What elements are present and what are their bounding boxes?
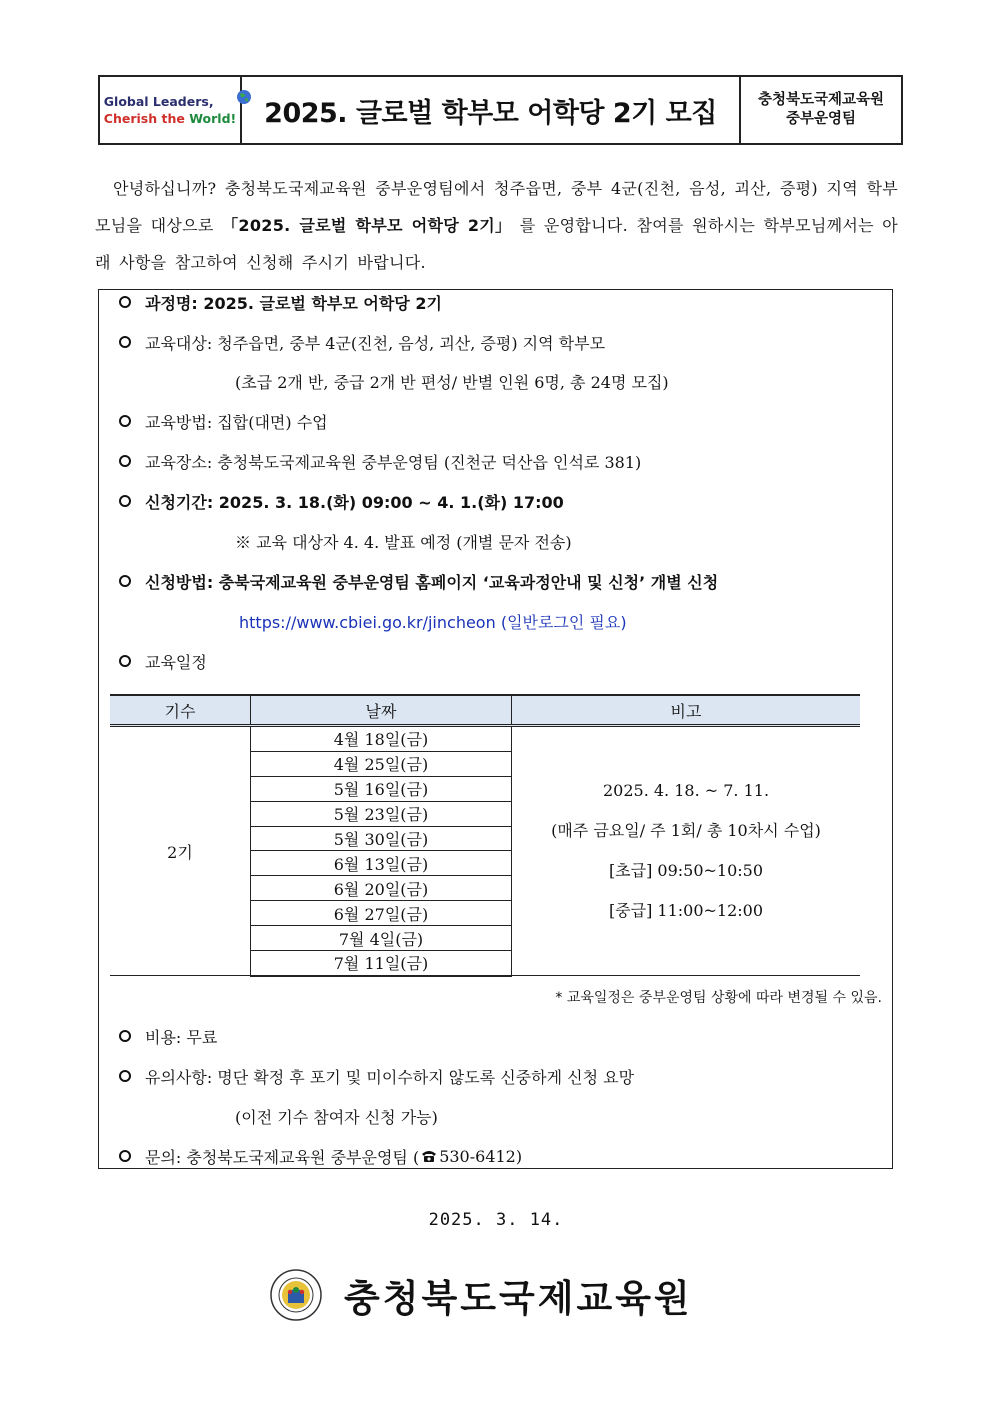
- table-row: [110, 726, 860, 752]
- date-cell: 4월 25일(금): [251, 751, 512, 776]
- detail-contact: [119, 1145, 522, 1167]
- apply-link-row: [239, 610, 627, 633]
- schedule-table: [110, 694, 860, 977]
- bullet-icon: [119, 415, 131, 427]
- logo-line-1: Global Leaders,: [103, 94, 214, 109]
- col-header-cohort: 기수: [110, 695, 251, 726]
- logo: [100, 77, 242, 143]
- org-name: 충청북도국제교육원: [757, 92, 885, 108]
- detail-schedule: [119, 650, 207, 672]
- intro-program-name: 「2025. 글로벌 학부모 어학당 2기」: [222, 216, 512, 235]
- date-cell: 6월 27일(금): [251, 901, 512, 926]
- schedule-note-range: 2025. 4. 18. ~ 7. 11.: [602, 781, 770, 801]
- schedule-note-intermediate: [중급] 11:00~12:00: [608, 901, 764, 921]
- logo-slogan: [104, 93, 236, 127]
- detail-period: [119, 490, 564, 512]
- schedule-footnote: * 교육일정은 중부운영팀 상황에 따라 변경될 수 있음.: [555, 990, 882, 1006]
- detail-contact-text: 문의: 충청북도국제교육원 중부운영팀 (: [145, 1147, 420, 1167]
- intro-text-before: 안녕하십니까? 충청북도국제교육원 중부운영팀에서 청주읍면, 중부 4군(진천, 음성, 괴산, 증평) 지역 학부모님을 대상으로: [95, 179, 898, 235]
- bullet-icon: [119, 455, 131, 467]
- detail-target: [119, 331, 605, 353]
- table-header-row: [110, 695, 860, 726]
- phone-icon: [421, 1149, 437, 1163]
- intro-text-after: 를 운영합니다. 참여를 원하시는 학부모님께서는 아래 사항을 참고하여 신청해 주시기 바랍니다.: [95, 216, 898, 272]
- detail-cost-text: 비용: 무료: [145, 1027, 218, 1047]
- detail-method: [119, 410, 328, 432]
- detail-method-text: 교육방법: 집합(대면) 수업: [145, 412, 328, 432]
- signature-block: [270, 1268, 693, 1322]
- detail-caution: [119, 1065, 634, 1087]
- date-cell: 7월 11일(금): [251, 951, 512, 976]
- intro-paragraph: [95, 170, 898, 281]
- detail-target-text: 교육대상: 청주읍면, 중부 4군(진천, 음성, 괴산, 증평) 지역 학부모: [145, 333, 606, 353]
- bullet-icon: [119, 495, 131, 507]
- bullet-icon: [119, 1030, 131, 1042]
- col-header-note: 비고: [512, 695, 861, 726]
- detail-place-text: 교육장소: 충청북도국제교육원 중부운영팀 (진천군 덕산읍 인석로 381): [145, 452, 642, 472]
- details-box: [98, 289, 893, 1169]
- detail-caution-note: (이전 기수 참여자 신청 가능): [235, 1108, 438, 1127]
- date-cell: 5월 23일(금): [251, 801, 512, 826]
- globe-icon: [236, 89, 252, 105]
- apply-url-link[interactable]: https://www.cbiei.go.kr/jincheon: [239, 613, 496, 632]
- logo-line-2-end: World!: [189, 111, 237, 126]
- bullet-icon: [119, 1070, 131, 1082]
- detail-contact-phone: 530-6412): [439, 1146, 523, 1166]
- date-cell: 7월 4일(금): [251, 926, 512, 951]
- bullet-icon: [119, 336, 131, 348]
- org-team: 중부운영팀: [785, 111, 857, 127]
- date-cell: 5월 30일(금): [251, 826, 512, 851]
- signature-org-name: 충청북도국제교육원: [344, 1277, 693, 1320]
- schedule-note-frequency: (매주 금요일/ 주 1회/ 총 10차시 수업): [551, 821, 821, 841]
- date-cell: 5월 16일(금): [251, 776, 512, 801]
- page-title: 2025. 글로벌 학부모 어학당 2기 모집: [242, 77, 741, 143]
- date-cell: 6월 13일(금): [251, 851, 512, 876]
- detail-course-text: 과정명: 2025. 글로벌 학부모 어학당 2기: [145, 293, 442, 313]
- logo-line-2: Cherish the: [103, 111, 190, 126]
- detail-period-note: ※ 교육 대상자 4. 4. 발표 예정 (개별 문자 전송): [235, 533, 572, 552]
- detail-period-text: 신청기간: 2025. 3. 18.(화) 09:00 ~ 4. 1.(화) 17:00: [145, 492, 564, 512]
- schedule-note-beginner: [초급] 09:50~10:50: [608, 861, 764, 881]
- institution-seal-icon: [270, 1269, 322, 1321]
- date-cell: 4월 18일(금): [251, 726, 512, 752]
- detail-apply-text: 신청방법: 충북국제교육원 중부운영팀 홈페이지 ‘교육과정안내 및 신청’ 개별 신청: [145, 572, 719, 592]
- bullet-icon: [119, 575, 131, 587]
- schedule-note-cell: [512, 726, 861, 976]
- date-cell: 6월 20일(금): [251, 876, 512, 901]
- bullet-icon: [119, 1150, 131, 1162]
- bullet-icon: [119, 296, 131, 308]
- detail-course: [119, 291, 442, 313]
- document-header: [98, 75, 903, 145]
- issuing-org: [741, 77, 901, 143]
- detail-schedule-text: 교육일정: [145, 652, 207, 672]
- detail-cost: [119, 1025, 217, 1047]
- cohort-cell: 2기: [110, 726, 251, 976]
- apply-login-note: (일반로그인 필요): [495, 613, 627, 632]
- detail-place: [119, 450, 641, 472]
- bullet-icon: [119, 655, 131, 667]
- col-header-date: 날짜: [251, 695, 512, 726]
- issue-date: 2025. 3. 14.: [428, 1210, 564, 1230]
- detail-apply: [119, 570, 718, 592]
- detail-target-note: (초급 2개 반, 중급 2개 반 편성/ 반별 인원 6명, 총 24명 모집): [235, 373, 669, 392]
- detail-caution-text: 유의사항: 명단 확정 후 포기 및 미이수하지 않도록 신중하게 신청 요망: [145, 1067, 635, 1087]
